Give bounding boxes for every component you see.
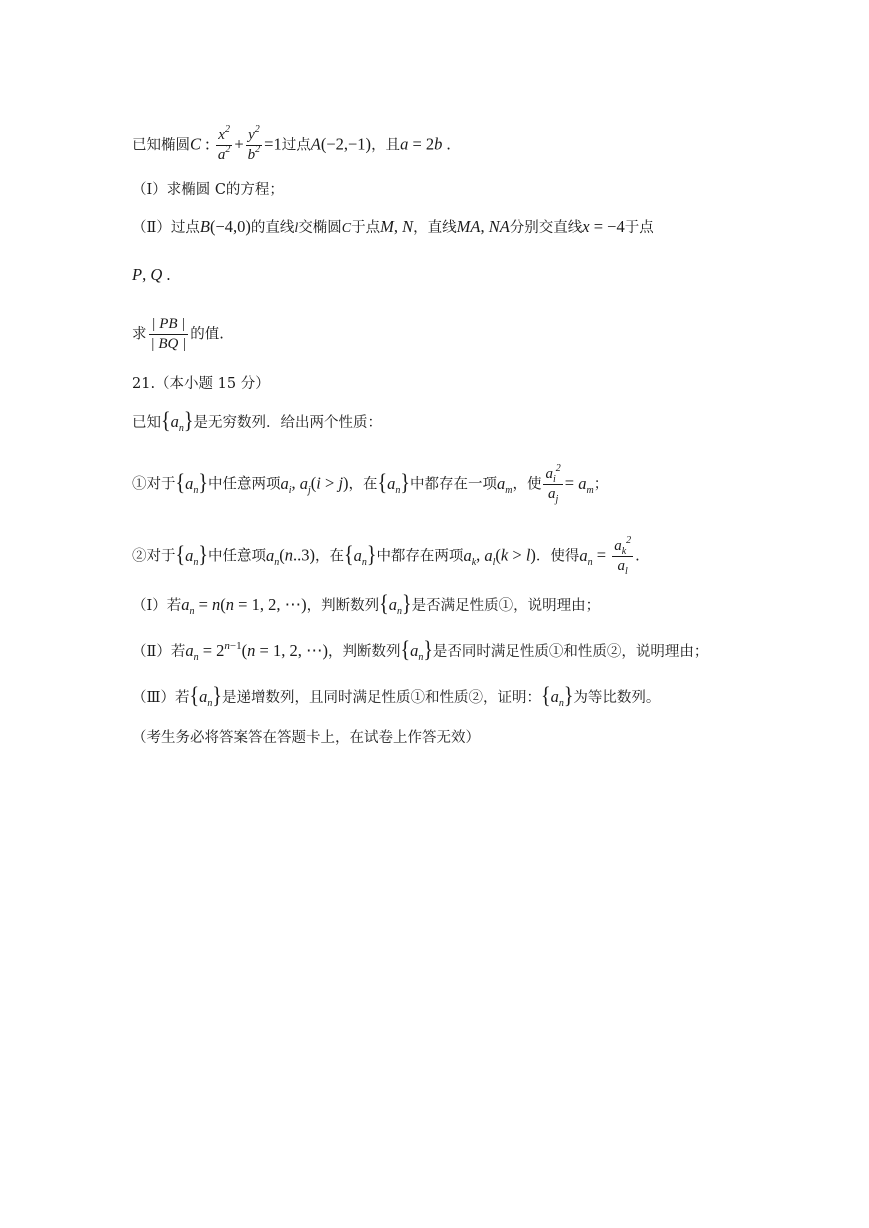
text-segment: 中都存在两项 bbox=[376, 548, 464, 565]
ellipse-intro-line: 已知椭圆C : $\frac{x^2}{a^2}$ + $\frac{y^2}{b^2}$ =1过点A(−2,−1)，且a = 2b . bbox=[132, 124, 451, 163]
text-segment: ，使 bbox=[512, 476, 542, 493]
text-segment: ； bbox=[593, 476, 609, 493]
fraction-x2-a2: $\frac{x^2}{a^2}$ bbox=[217, 124, 231, 163]
text-segment: ．使得 bbox=[535, 548, 580, 565]
text-segment: 已知椭圆 bbox=[132, 137, 190, 154]
text-segment: 交椭圆 bbox=[298, 220, 342, 236]
question1-line: （Ⅰ）若$a_n = n(n = 1$, 2, ⋯)，判断数列$\{a_n\}$是否满足性质①，说明理由； bbox=[132, 591, 601, 617]
text-segment: 于点 bbox=[351, 220, 381, 236]
part1-line: （Ⅰ）求椭圆 C的方程； bbox=[132, 182, 284, 198]
property1-line: ①对于$\{a_n\}$中任意两项$a_i$, $a_j(i > j)$，在$\{a_n\}$中都存在一项$a_m$，使 $\frac{a_i^2}{a_j}$ = $a_m$； bbox=[132, 463, 609, 505]
text-segment: 中任意项 bbox=[207, 548, 266, 565]
text-segment: ，在 bbox=[314, 548, 344, 565]
property2-line: ②对于$\{a_n\}$中任意项$a_n(n..3)$，在$\{a_n\}$中都存在两项$a_k$, $a_l(k > l)$．使得$a_n$ = $\frac{a_k^2}{a_l}$ . bbox=[132, 535, 640, 577]
text-segment: （Ⅱ）过点 bbox=[132, 220, 200, 236]
text-segment: 是否满足性质①，说明理由； bbox=[411, 598, 601, 614]
text-segment: （Ⅲ）若 bbox=[132, 690, 190, 706]
exam-footer-note: （考生务必将答案答在答题卡上，在试卷上作答无效） bbox=[132, 730, 480, 746]
text-segment: ，直线 bbox=[413, 220, 457, 236]
ask-ratio-line bbox=[132, 316, 224, 353]
sequence-intro-line: 已知$\{a_n\}$是无穷数列．给出两个性质： bbox=[132, 408, 382, 434]
fraction-pb-bq: $\frac{| PB |}{| BQ |}$ bbox=[150, 316, 187, 352]
text-segment: 过点 bbox=[281, 137, 311, 154]
text-segment: （Ⅰ）若 bbox=[132, 598, 182, 614]
text-segment: 为等比数列。 bbox=[573, 690, 661, 706]
text-segment: （Ⅱ）若 bbox=[132, 644, 186, 660]
text-segment: ，在 bbox=[348, 476, 378, 493]
text-segment: 求 bbox=[132, 326, 147, 343]
problem21-header: 21.（本小题 15 分） bbox=[132, 376, 270, 392]
text-segment: ，且 bbox=[371, 137, 401, 154]
fraction-ai2-aj: $\frac{a_i^2}{a_j}$ bbox=[545, 463, 561, 505]
text-segment: 中都存在一项 bbox=[410, 476, 497, 493]
question3-line: （Ⅲ）若$\{a_n\}$是递增数列，且同时满足性质①和性质②，证明：$\{a_n\}$为等比数列。 bbox=[132, 683, 661, 709]
text-segment: ，判断数列 bbox=[306, 598, 380, 614]
text-segment: 中任意两项 bbox=[207, 476, 281, 493]
text-segment: . bbox=[635, 548, 640, 565]
text-segment: 的值. bbox=[190, 326, 224, 343]
text-segment: 分别交直线 bbox=[509, 220, 583, 236]
text-segment: 于点 bbox=[624, 220, 654, 236]
fraction-y2-b2: $\frac{y^2}{b^2}$ bbox=[247, 124, 261, 163]
text-segment: 是否同时满足性质①和性质②，说明理由； bbox=[432, 644, 709, 660]
text-segment: ①对于 bbox=[132, 476, 176, 493]
text-segment: 是递增数列，且同时满足性质①和性质②，证明： bbox=[221, 690, 541, 706]
fraction-ak2-al: $\frac{a_k^2}{a_l}$ bbox=[614, 535, 632, 577]
text-segment: 是无穷数列．给出两个性质： bbox=[193, 415, 382, 431]
text-segment: ，判断数列 bbox=[327, 644, 401, 660]
text-segment: 的直线 bbox=[250, 220, 295, 236]
text-segment: 已知 bbox=[132, 415, 161, 431]
points-pq-line: P, Q . bbox=[132, 265, 171, 284]
question2-line: （Ⅱ）若$a_n = 2^{n-1}(n = 1$, 2, ⋯)，判断数列$\{a_n\}$是否同时满足性质①和性质②，说明理由； bbox=[132, 637, 709, 663]
text-segment: ②对于 bbox=[132, 548, 176, 565]
part2-line: （Ⅱ）过点B(−4,0)的直线l交椭圆C于点M, N，直线MA, NA分别交直线x = −4于点 bbox=[132, 217, 654, 236]
